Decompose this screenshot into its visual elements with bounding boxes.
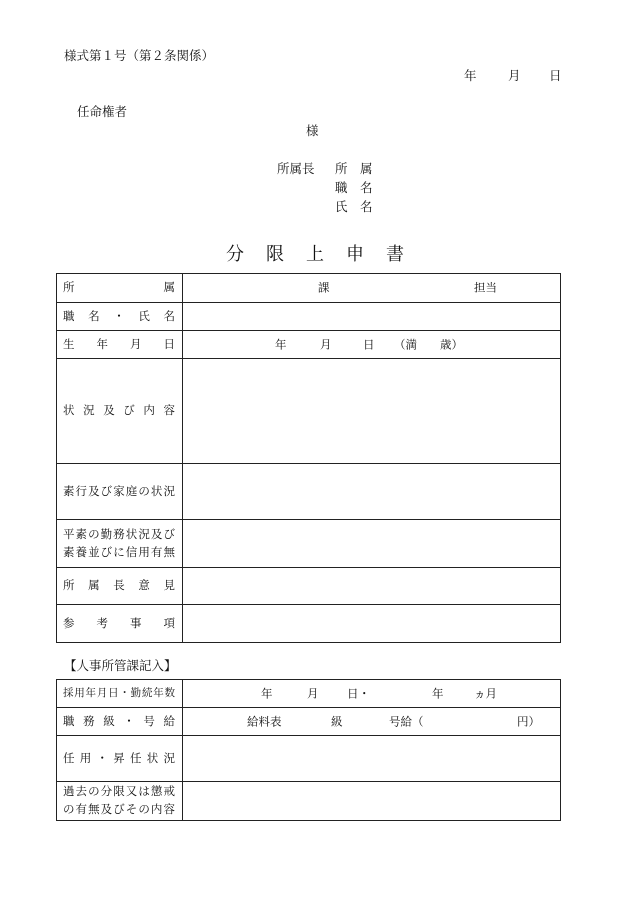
row-label: 職務級・号給 <box>57 708 183 736</box>
position-label: 職 名 <box>335 180 373 195</box>
disciplinary-value-cell[interactable] <box>183 782 561 821</box>
table-row <box>57 359 561 464</box>
table-row <box>57 520 561 568</box>
row-label: 状況及び内容 <box>57 359 183 464</box>
date-month: 月 <box>508 68 521 83</box>
date-year: 年 <box>464 68 477 83</box>
name-label: 氏 名 <box>335 199 373 214</box>
tanto-label: 担当 <box>474 280 497 295</box>
table-row <box>57 782 561 821</box>
table-row <box>57 303 561 331</box>
step-label: 号給（ <box>389 713 424 728</box>
table-row <box>57 568 561 605</box>
addressee-sama: 様 <box>306 123 319 138</box>
main-table <box>56 273 561 643</box>
row-label: 平素の勤務状況及び 素養並びに信用有無 <box>57 520 183 568</box>
row-label: 任用・昇任状況 <box>57 736 183 782</box>
birthdate-value-cell[interactable] <box>183 331 561 359</box>
date-day: 日 <box>549 68 562 83</box>
birth-year: 年 <box>275 336 287 351</box>
row-label: 所属長意見 <box>57 568 183 605</box>
table-row <box>57 464 561 520</box>
reference-value-cell[interactable] <box>183 605 561 643</box>
row-label: 所属 <box>57 274 183 303</box>
affiliation-label: 所 属 <box>335 161 373 176</box>
position-name-value-cell[interactable] <box>183 303 561 331</box>
addressee: 任命権者 <box>77 104 128 119</box>
service-years: 年 <box>432 685 444 700</box>
row-label: 素行及び家庭の状況 <box>57 464 183 520</box>
hire-year: 年 <box>261 685 273 700</box>
table-row <box>57 736 561 782</box>
hr-table <box>56 679 561 821</box>
document-title: 分限上申書 <box>226 244 426 265</box>
table-row <box>57 331 561 359</box>
table-row <box>57 680 561 708</box>
hire-month: 月 <box>307 685 319 700</box>
hire-date-value-cell[interactable] <box>183 680 561 708</box>
salary-table-label: 給料表 <box>247 713 282 728</box>
affiliation-value-cell[interactable] <box>183 274 561 303</box>
work-status-value-cell[interactable] <box>183 520 561 568</box>
situation-value-cell[interactable] <box>183 359 561 464</box>
birth-day: 日 <box>363 336 375 351</box>
row-label: 参考事項 <box>57 605 183 643</box>
hire-day: 日・ <box>347 685 370 700</box>
grade-value-cell[interactable] <box>183 708 561 736</box>
table-row <box>57 708 561 736</box>
row-label: 採用年月日・勤続年数 <box>57 680 183 708</box>
row-label: 過去の分限又は懲戒 の有無及びその内容 <box>57 782 183 821</box>
birth-month: 月 <box>320 336 332 351</box>
row-label: 職名・氏名 <box>57 303 183 331</box>
form-number: 様式第１号（第２条関係） <box>64 48 215 63</box>
appointment-value-cell[interactable] <box>183 736 561 782</box>
head-title: 所属長 <box>277 161 315 176</box>
table-row <box>57 274 561 303</box>
table-row <box>57 605 561 643</box>
ka-label: 課 <box>318 280 330 295</box>
row-label: 生年月日 <box>57 331 183 359</box>
conduct-value-cell[interactable] <box>183 464 561 520</box>
birth-age: （満 歳） <box>394 336 463 351</box>
yen-label: 円） <box>517 713 540 728</box>
hr-section-heading: 【人事所管課記入】 <box>64 658 177 673</box>
service-months: ヵ月 <box>474 685 497 700</box>
head-opinion-value-cell[interactable] <box>183 568 561 605</box>
grade-label: 級 <box>331 713 343 728</box>
